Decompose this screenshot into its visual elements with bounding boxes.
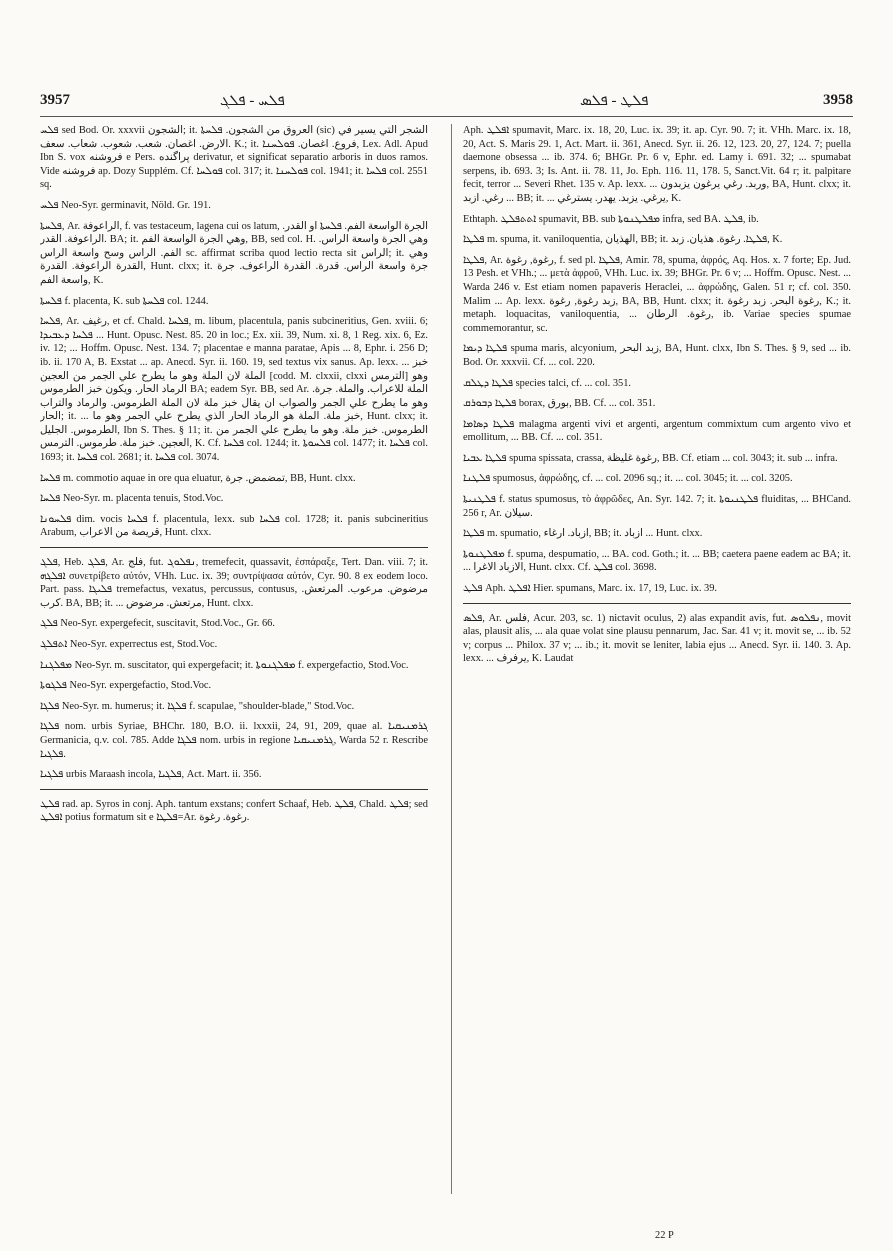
- dictionary-entry: [40, 768, 428, 782]
- page-number-left: 3957: [40, 92, 70, 108]
- entry-text: ܦܠܚܐ m. commotio aquae in ore qua eluatur, ﺗﻤﻀﻤﺾ. ﺟﺮﺓ, BB, Hunt. clxx.: [40, 472, 356, 484]
- entry-text: ܦܠܓ, Heb. ܦܠܓ, Ar. ﻓﻠﺞ, fut. ܢܦܠܘܓ, tremefecit, quassavit, ἐσπάραξε, Tert. Dan. viii. 7; it. ܐܦܠܓܗ συνετρίβετο αὐτόν, VHh. Luc. ix. 39; συντρίψασα αὐτόν, Cyr. 90. 8 ex eodem loco. Part. pass. ܦܠܝܓܐ tremefactus, vexatus, percussus, contusus, ﻣﺮﺿﻮﺽ. ﻣﺮﻋﻮﺏ. ﺍﻟﻤﺮﺗﻌﺶ. ﻛﺮﺏ. BA, BB; it. ... ﻣﺮﺗﻌﺶ. ﻣﺮﺿﻮﺽ, Hunt. clxx.: [40, 557, 428, 609]
- entry-text: ܦܠܚܘܢܐ dim. vocis ܦܠܚܐ f. placentula, lexx. sub ܦܠܚܐ col. 1728; it. panis subcineritius Arabum, ﻗﺮﻳﺼﺔ ﻣﻦ ﺍﻻﻋﺮﺍﺏ, Hunt. clxx.: [40, 513, 428, 539]
- entry-text: ܡܦܠܛܢܘܬܐ f. spuma, despumatio, ... BA. cod. Goth.; it. ... BB; caetera paene eadem ac BA; it. ... ﺍﻻﺯﺑﺎﺩ ﺍﻻﻏﺮﺍ, Hunt. clxx. Cf. ܦܠܛ col. 3698.: [463, 548, 851, 574]
- entry-text: ܦܠܣ, Ar. ﻓﻠﺲ, Acur. 203, sc. 1) nictavit oculus, 2) alas expandit avis, fut. ܢܦܠܘܣ, movit alas, plausit alis, ... ala quae volat sine plausu pennarum, Jac. Sar. 41 v; it. movit se, ... ib. 52 v; corpus ... Philox. 37 v; ... ib.; it. movit se leniter, labia ejus ... Anecd. Syr. ii. 140. 3. Ap. lexx. ... ﻳﺮﻓﺮﻑ, K. Laudat: [463, 612, 851, 665]
- dictionary-entry: [40, 638, 428, 652]
- dictionary-entry: [40, 315, 428, 465]
- entry-text: ܦܠܚ Neo-Syr. germinavit, Nöld. Gr. 191.: [40, 199, 211, 211]
- dictionary-entry: [40, 700, 428, 714]
- entry-text: ܦܠܛܐ ܥܒܝܐ spuma spissata, crassa, ﺭﻏﻮﺓ ﻏﻠﻴﻈﺔ, BB. Cf. etiam ... col. 3043; it. sub ... infra.: [463, 452, 838, 464]
- dictionary-entry: [40, 199, 428, 213]
- header-rule: [40, 116, 853, 117]
- entry-text: ܦܠܛܢܐ spumosus, ἀφρώδης, cf. ... col. 2096 sq.; it. ... col. 3045; it. ... col. 3205.: [463, 473, 793, 485]
- dictionary-entry: [40, 472, 428, 486]
- entry-text: ܦܠܛܢܝܬܐ f. status spumosus, τὸ ἀφρῶδες, An. Syr. 142. 7; it. ܦܠܛܢܝܘܬܐ fluiditas, ... BHCand. 256 r, Ar. ﺳﻴﻼﻥ.: [463, 494, 851, 519]
- entry-text: ܦܠܚܐ Neo-Syr. m. placenta tenuis, Stod.Voc.: [40, 493, 224, 505]
- dictionary-entry: [463, 377, 851, 391]
- dictionary-entry: [40, 295, 428, 309]
- left-column: [40, 124, 428, 1214]
- dictionary-entry: [463, 342, 851, 369]
- dictionary-entry: [463, 452, 851, 466]
- running-head-left: ܦܠܚ - ܦܠܓ: [220, 93, 285, 109]
- entry-text: ܦܠܚܬܐ, Ar. ﺍﻟﺮﺍﻋﻮﻓﺔ, f. vas testaceum, lagena cui os latum, ﺍﻟﺠﺮﺓ ﺍﻟﻮﺍﺳﻌﺔ ﺍﻟﻔﻢ. ܦܠܚܬܐ ﺍﻭ ﺍﻟﻘﺪﺭ. ﺍﻟﺮﺍﻋﻮﻓﺔ. ﺍﻟﻘﺪﺭ. BA; it. ﻭﻫﻲ ﺍﻟﺠﺮﺓ ﺍﻟﻮﺍﺳﻌﺔ ﺍﻟﻔﻢ, BB, sed col. H. ﻭﻫﻲ ﺍﻟﺠﺮﺓ ﻭﺍﺳﻌﺔ ﺍﻟﺮﺍﺱ. ﺍﻟﻔﻢ. ﺍﻟﺮﺍﺱ ﻭﺳﺢ ﻭﺍﺳﻌﺔ ﺍﻟﺮﺍﺱ sc. affirmat scriba quod lectio recta sit ﺍﻟﺮﺍﺱ; it. ﻭﻫﻲ ﺍﻟﻘﺪﺭﺓ ﺍﻟﺮﺍﻋﻮﻓﺔ. ﺍﻟﻘﺪﺭﺓ, Hunt. clxx; it. ﺟﺮﺓ ﻭﺍﺳﻌﺔ ﺍﻟﺮﺍﺱ. ﻗﺪﺭﺓ. ﺍﻟﻘﺪﺭﺓ ﺍﻟﺮﺍﻋﻮﻑ. ﺟﺮﺓ ﻭﺍﺳﻌﺔ ﺍﻟﻔﻢ, K.: [40, 220, 428, 286]
- column-divider: [451, 124, 452, 1194]
- entry-text: ܦܠܛ rad. ap. Syros in conj. Aph. tantum exstans; confert Schaaf, Heb. ܦܠܛ, Chald. ܦܠܛ; sed ܐܦܠܛ potius formatum sit e ܦܠܛܐ=Ar. ﺭﻏﻮﺓ. ﺭﻏﻮﺓ.: [40, 798, 428, 824]
- entry-text: ܦܠܛܐ ܕܛܠܩ species talci, cf. ... col. 351.: [463, 377, 632, 389]
- dictionary-entry: [463, 124, 851, 206]
- entry-text: ܦܠܛܐ, Ar. ﺭﻏﻮﺓ, ﺭﻏﻮﺓ, f. sed pl. ܦܠܛܐ, Amir. 78, spuma, ἀφρός, Aq. Hos. x. 7 forte; Ep. Jud. 13 Pesh. et VHh.; ... μετὰ ἀφροῦ, VHh. Luc. ix. 39; BHGr. Pr. 6 v; ... Hoffm. Opusc. Nest. ... Warda 246 v. Est etiam nomen papaveris Heraclei, ... ἀφρώδης, Galen. 51 r; cf. col. 350. Malim ... Ap. lexx. ﺯﺑﺪ ﺭﻏﻮﺓ, ﺭﻏﻮﺓ, BA, BB, Hunt. clxx; it. ﺭﻏﻮﺓ ﺍﻟﺒﺤﺮ. ﺯﺑﺪ ﺭﻏﻮﺓ, K.; it. metaph. loquacitas, vaniloquentia, ... ﺭﻏﻮﺓ. ﺍﻟﺮﻃﺎﻥ, ib. Variae species spumae commemorantur, sc.: [463, 254, 851, 334]
- dictionary-entry: [463, 493, 851, 520]
- dictionary-entry: [40, 220, 428, 288]
- dictionary-entry: [40, 720, 428, 761]
- signature-mark: 22 P: [655, 1230, 674, 1241]
- entry-text: ܦܠܚܐ, Ar. ﺭﻏﻴﻒ, et cf. Chald. ܦܠܚܐ, m. libum, placentula, panis subcineritius, Gen. xviii. 6; ܦܠܚܐ ܕܥܒܝܕܐ ... Hunt. Opusc. Nest. 85. 20 in loc.; Ex. xii. 39, Num. xi. 8, 1 Reg. xix. 6, Ez. iv. 12; ... Hoffm. Opusc. Nest. 134. 7; placentae e manna paratae, Apis ... 8, Ephr. i. 256 D; ib. ii. 170 A, B. Exstat ... ap. Anecd. Syr. ii. 160. 19, sed textus vix sanus. Ap. lexx. ... ﺧﺒﺰ ﺍﻟﻤﻠﺔ ﻻﻥ ﺍﻟﻤﻠﺔ ﻭﻫﻮ ﻣﺎ ﻳﻄﺮﺡ ﻋﻠﻲ ﺍﻟﺠﻤﺮ ﻣﻦ ﺍﻟﻌﺠﻴﻦ [codd. M. clxxii, clxxi ﺍﻟﺘﺮﻣﺲ] ﻭﻫﻮ ﺍﻟﺮﻣﺎﺩ ﺍﻟﺤﺎﺭ. ﻭﻳﻜﻮﻥ ﺧﺒﺰ ﺍﻟﻄﺮﻣﻮﺱ BA; eadem Syr. BB, sed Ar. ﺍﻟﻤﻠﺔ ﻟﻼﻋﺮﺍﺏ. ﻭﺍﻟﻤﻠﺔ. ﺟﺮﺓ. ﻭﻫﻮ ﻣﺎ ﻳﻄﺮﺡ ﻋﻠﻲ ﺍﻟﺠﻤﺮ ﻭﺍﻟﺼﻮﺍﺏ ﺍﻥ ﻳﻘﺎﻝ ﺧﺒﺰ ﻣﻠﺔ ﻻﻥ ﺍﻟﻤﻠﺔ ﺍﻟﻄﺮﻣﻮﺱ. ﻭﺍﻟﺮﻣﺎﺩ ﻭﺍﻟﺘﺮﺍﺏ ﺍﻟﺤﺎﺭ; it. ... ﺧﺒﺰ ﻣﻠﺔ. ﺍﻟﻤﻠﺔ ﻫﻮ ﺍﻟﺮﻣﺎﺩ ﺍﻟﺤﺎﺭ ﺍﻟﺬﻱ ﻳﻄﺮﺡ ﻋﻠﻲ ﺍﻟﺠﻤﺮ ﻭﻫﻮ ﻣﺎ, Hunt. clxx; it. ﺍﻟﻄﺮﻣﻮﺱ. ﺍﻟﺠﻠﻴﻞ, Ibn S. Thes. § 11; it. ﺍﻟﻄﺮﻣﻮﺱ. ﺧﺒﺰ ﻣﻠﺔ. ﻭﻫﻮ ﻣﺎ ﻳﻄﺮﺡ ﻋﻠﻲ ﺍﻟﺠﻤﺮ ﻣﻦ ﺍﻟﻌﺠﻴﻦ. ﺧﺒﺰ ﻣﻠﺔ. ﻃﺮﻣﻮﺱ. ﺍﻟﺘﺮﻣﺲ, K. Cf. ܦܠܚܐ col. 1244; it. ܦܠܚܘܬܐ col. 1477; it. ܦܠܚܐ col. 1693; it. ܦܠܚܐ col. 2681; it. ܦܠܚܐ col. 3074.: [40, 316, 428, 464]
- dictionary-entry: [463, 612, 851, 666]
- dictionary-entry: [463, 582, 851, 596]
- entry-text: ܦܠܓܝܐ urbis Maraash incola, ܦܠܓܝܐ, Act. Mart. ii. 356.: [40, 769, 262, 781]
- dictionary-entry: [40, 659, 428, 673]
- right-column: [463, 124, 851, 1214]
- section-separator: [463, 603, 851, 604]
- dictionary-entry: [463, 233, 851, 247]
- entry-text: ܦܠܓܘܬܐ Neo-Syr. expergefactio, Stod.Voc.: [40, 680, 212, 692]
- dictionary-entry: [40, 798, 428, 825]
- dictionary-entry: [463, 254, 851, 336]
- entry-text: ܦܠܓܐ nom. urbis Syriae, BHChr. 180, B.O. ii. lxxxii, 24, 91, 209, quae al. ܓܪܡܢܝܩܝܐ Germanicia, q.v. col. 785. Adde ܦܠܓܐ nom. urbis in regione ܓܪܡܢܝܩܝܐ, Warda 52 r. Rescribe ܦܠܓܝܐ.: [40, 721, 428, 760]
- entry-text: ܐܬܦܠܓ Neo-Syr. experrectus est, Stod.Voc.: [40, 639, 218, 650]
- entry-text: ܦܠܛܐ m. spumatio, ﺍﺯﺑﺎﺩ. ﺍﺭﻏﺎﺀ, BB; it. ﺍﺯﺑﺎﺩ ... Hunt. clxx.: [463, 528, 703, 540]
- dictionary-entry: [463, 418, 851, 445]
- dictionary-entry: [40, 492, 428, 506]
- dictionary-entry: [463, 472, 851, 486]
- entry-text: ܦܠܛܐ m. spuma, it. vaniloquentia, ﺍﻟﻬﺬﻳﺎﻥ, BB; it. ܦܠܛܐ. ﺭﻏﻮﺓ. ﻫﺬﻳﺎﻥ. ﺯﺑﺪ, K.: [463, 234, 783, 246]
- entry-text: ܦܠܛܐ ܕܒܘܪܩ borax, ﺑﻮﺭﻕ, BB. Cf. ... col. 351.: [463, 398, 656, 410]
- section-separator: [40, 547, 428, 548]
- entry-text: ܦܠܓ Neo-Syr. expergefecit, suscitavit, Stod.Voc., Gr. 66.: [40, 618, 275, 630]
- dictionary-entry: [463, 527, 851, 541]
- entry-text: Aph. ܐܦܠܛ spumavit, Marc. ix. 18, 20, Luc. ix. 39; it. ap. Cyr. 90. 7; it. VHh. Marc. ix. 18, 20, Act. S. Maris 29. 1, Act. Mart. ii. 361, Anecd. Syr. ii. 26. 12, 123. 20, 27, 124. 7; puella daemone obsessa ... ib. 374. 6; BHGr. Pr. 6 v, Ephr. ed. Lamy i. 691. 32; ... spumabat serpens, ib. 693. 3; Is. Ant. ii. 78. 11, Jo. Eph. 116. 11, 178. 5, Sanct.Vit. 64 r; it. palpitare fecit, terror ... Severi Rhet. 135 v. Ap. lexx. ... ﻭﺭﺑﺪ. ﺭﻏﻲ ﻳﺮﻏﻮﻥ ﻳﺰﺑﺪﻭﻥ, BA, Hunt. clxx; it. ﺭﻏﻲ. ﺍﺯﺑﺪ ... BB; it. ... ﻳﺮﻏﻲ. ﻳﺰﺑﺪ. ﻳﻬﺪﺭ. ﻳﺴﺘﺮﻏﻲ, K.: [463, 125, 851, 204]
- entry-text: ܦܠܛܐ ܕܣܐܡܐ malagma argenti vivi et argenti, argentum commixtum cum argento vivo et emollitum, ... BB. Cf. ... col. 351.: [463, 418, 851, 444]
- dictionary-entry: [40, 124, 428, 192]
- dictionary-entry: [40, 679, 428, 693]
- section-separator: [40, 789, 428, 790]
- entry-text: ܦܠܚ sed Bod. Or. xxxvii ﺍﻟﺸﺠﻮﻥ; it. ﺍﻟﻌﺮﻭﻕ ﻣﻦ ﺍﻟﺸﺠﻮﻥ. ܦܠܚܬܐ (sic) ﺍﻟﺸﺠﺮ ﺍﻟﺘﻲ ﻳﺴﻴﺮ ﻓﻲ ﺍﻻﺭﺽ. ﺍﻏﺼﺎﻥ. ﺷﻌﺐ. ﺷﻌﻮﺏ. ﺷﻌﺎﺏ. ﺳﻌﻒ. K.; it. ﻓﺮﻭﻉ. ﺍﻏﺼﺎﻥ. ܦܘܠܚܢܐ, Lex. Adl. Apud Ibn S. vox ﻓﺮﻭﺷﻨﻪ e Pers. ﭘﺮﺍﮔﻨﺪﻩ derivatur, et significat separatio arboris in duos ramos. Vide ﻓﺮﻭﺷﻨﻪ ap. Dozy Supplém. Cf. ܦܘܠܚܐ col. 317; it. ܦܘܠܚܢܐ col. 1941; it. ܦܠܚܐ col. 2551 sq.: [40, 125, 428, 191]
- dictionary-entry: [40, 617, 428, 631]
- dictionary-entry: [463, 548, 851, 575]
- entry-text: Ethtaph. ܐܬܬܦܠܛ spumavit, BB. sub ܡܦܠܛܢܘܬܐ infra, sed BA. ܦܠܛ, ib.: [463, 213, 759, 225]
- entry-text: ܡܦܠܓܢܐ Neo-Syr. m. suscitator, qui expergefacit; it. ܡܦܠܓܢܘܬܐ f. expergefactio, Stod.Voc.: [40, 659, 409, 671]
- entry-text: ܦܠܚܬܐ f. placenta, K. sub ܦܠܚܬܐ col. 1244.: [40, 295, 209, 307]
- page-number-right: 3958: [823, 92, 853, 108]
- entry-text: ܦܠܛܐ ܕܝܡܐ spuma maris, alcyonium, ﺯﺑﺪ ﺍﻟﺒﺤﺮ, BA, Hunt. clxx, Ibn S. Thes. § 9, sed ... ib. Bod. Or. xxxvii. Cf. ... col. 220.: [463, 343, 851, 368]
- entry-text: ܦܠܓܐ Neo-Syr. m. humerus; it. ܦܠܓܐ f. scapulae, "shoulder-blade," Stod.Voc.: [40, 700, 355, 712]
- running-head-right: ܦܠܛ - ܦܠܣ: [580, 93, 649, 109]
- dictionary-entry: [463, 213, 851, 227]
- dictionary-entry: [40, 556, 428, 610]
- entry-text: ܦܠܛ Aph. ܐܦܠܛ Hier. spumans, Marc. ix. 17, 19, Luc. ix. 39.: [463, 583, 718, 595]
- dictionary-entry: [463, 397, 851, 411]
- dictionary-entry: [40, 513, 428, 540]
